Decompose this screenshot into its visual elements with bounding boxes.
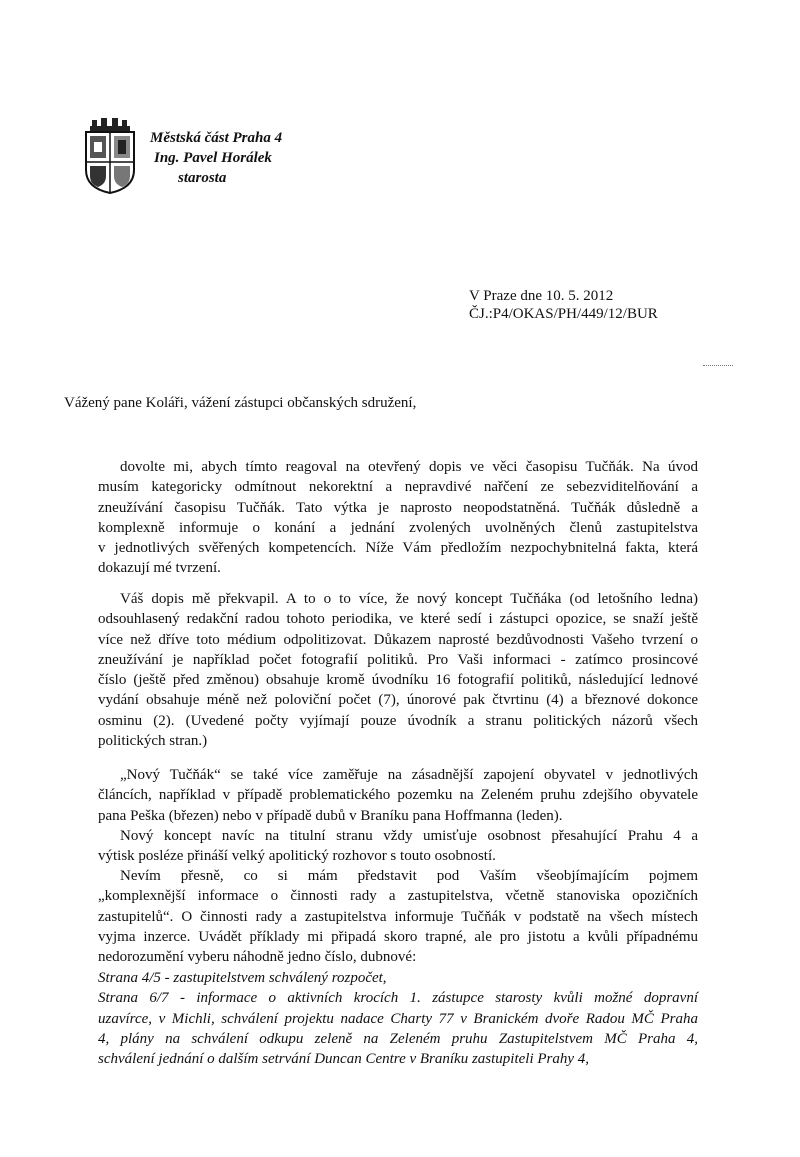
p1-line: dokazují mé tvrzení. [98, 560, 221, 577]
p3-line: „Nový Tučňák“ se také více zaměřuje na zásadnější zapojení obyvatel v jednotlivých [120, 767, 698, 783]
p2-line: odsouhlasený redakční radou tohoto periodika, ve které sedí i zástupci opozice, se snaží ještě [98, 611, 698, 628]
p6-line: schválení jednání o dalším setrvání Duncan Centre v Braníku zastupiteli Prahy 4, [98, 1051, 590, 1068]
p1-line: dovolte mi, abych tímto reagoval na otevřený dopis ve věci časopisu Tučňák. Na úvod [120, 459, 698, 475]
paragraph-1 [98, 457, 698, 579]
paragraph-5 [98, 866, 698, 967]
p2-line: politických stran.) [98, 733, 208, 750]
sender-role: starosta [178, 170, 227, 186]
scan-smudge [703, 365, 733, 368]
p3-line: pana Peška (březen) nebo v případě dubů v Braníku pana Hoffmanna (leden). [98, 807, 563, 824]
letter-date: V Praze dne 10. 5. 2012 [469, 288, 614, 304]
p2-line: více než dříve toto médium odpolitizovat. Důkazem naprosté bezdůvodnosti Vašeho tvrzení o [98, 631, 698, 648]
p5-line: „komplexnější informace o činnosti rady a zastupitelstva, včetně stanoviska opozičních [98, 888, 698, 905]
p5-line: Nevím přesně, co si mám představit pod Vaším všeobjímajícím pojmem [120, 868, 698, 884]
p1-line: zneužívání časopisu Tučňák. Tato výtka je naprosto neopodstatněná. Tučňák důsledně a [98, 499, 698, 516]
sender-office: Městská část Praha 4 [150, 130, 283, 146]
p6-line: Strana 4/5 - zastupitelstvem schválený rozpočet, [98, 970, 387, 986]
p1-line: v jednotlivých svěřených kompetencích. Níže Vám předložím nezpochybnitelná fakta, která [98, 540, 698, 557]
letter-reference: ČJ.:P4/OKAS/PH/449/12/BUR [469, 306, 658, 322]
p3-line: článcích, například v případě problematického pozemku na Zeleném pruhu zdejšího obyvatele [98, 787, 698, 804]
p5-line: vyjma inzerce. Uvádět příklady mi připadá skoro trapné, ale pro jistotu a kvůli případnému [98, 928, 698, 945]
p6-line: Strana 6/7 - informace o aktivních krocích 1. zástupce starosty kvůli možné dopravní [98, 990, 698, 1007]
p2-line: zneužívání je například počet fotografií politiků. Pro Vaši informaci - zatímco prosincové [98, 651, 698, 668]
coat-of-arms-seal [82, 118, 138, 194]
paragraph-6-list [98, 968, 698, 1069]
p2-line: osminu (2). (Uvedené počty vyjímají pouze úvodník a stranu politických názorů všech [98, 712, 698, 729]
paragraph-2 [98, 589, 698, 751]
p2-line: Váš dopis mě překvapil. A to o to více, že nový koncept Tučňáka (od letošního ledna) [120, 591, 698, 607]
p6-line: 4, plány na schválení odkupu zeleně na Zeleném pruhu Zastupitelstvem MČ Praha 4, [98, 1030, 698, 1047]
paragraph-4 [98, 826, 698, 867]
p2-line: vydání obsahuje méně než poloviční počet (7), únorové pak čtvrtinu (4) a březnové dokonce [98, 692, 698, 709]
p5-line: nedorozumění vyberu náhodně jedno číslo, dubnové: [98, 949, 417, 966]
p5-line: zastupitelů“. O činnosti rady a zastupitelstva informuje Tučňák v podstatě na všech místech [98, 908, 698, 925]
paragraph-3 [98, 765, 698, 826]
p6-line: uzavírce, v Michli, schválení projektu nadace Charty 77 v Branickém dvoře Radou MČ Praha [98, 1010, 698, 1027]
p4-line: Nový koncept navíc na titulní stranu vždy umisťuje osobnost přesahující Prahu 4 a [120, 828, 698, 844]
salutation: Vážený pane Koláři, vážení zástupci občanských sdružení, [64, 395, 417, 411]
p1-line: komplexně informuje o konání a jednání zvolených uvolněných členů zastupitelstva [98, 519, 698, 536]
p2-line: číslo (ještě před změnou) obsahuje kromě úvodníku 16 fotografií politiků, následující lednové [98, 672, 698, 689]
sender-name: Ing. Pavel Horálek [154, 150, 272, 166]
p4-line: výtisk posléze přináší velký apolitický rozhovor s touto osobností. [98, 848, 496, 865]
p1-line: musím kategoricky odmítnout nekorektní a nepravdivé nařčení ze sebezviditelňování a [98, 479, 698, 496]
